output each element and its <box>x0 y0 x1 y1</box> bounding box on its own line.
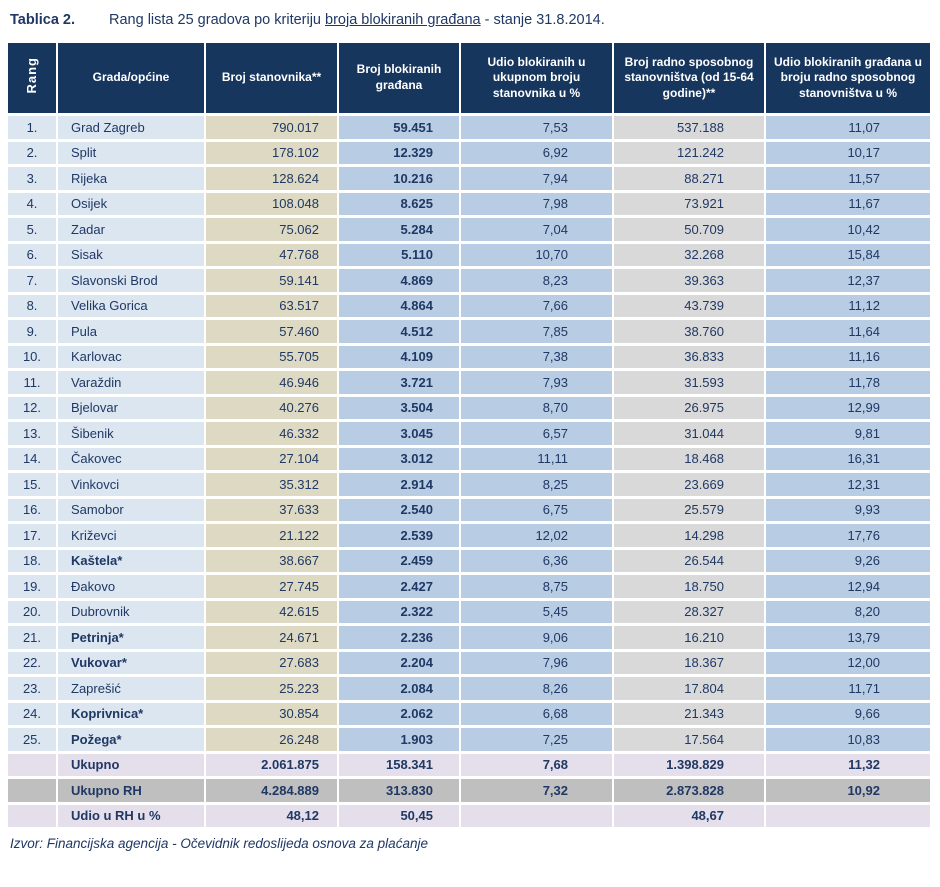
blocked-share-cell: 7,32 <box>461 779 612 802</box>
rank-cell: 19. <box>8 575 56 598</box>
blocked-share-cell: 7,53 <box>461 116 612 139</box>
population-cell: 47.768 <box>206 244 337 267</box>
population-cell: 46.332 <box>206 422 337 445</box>
rank-cell: 10. <box>8 346 56 369</box>
blocked-share-cell: 8,25 <box>461 473 612 496</box>
working-age-cell: 28.327 <box>614 601 764 624</box>
table-row <box>8 320 930 343</box>
working-age-share-cell: 9,26 <box>766 550 930 573</box>
blocked-cell: 2.236 <box>339 626 459 649</box>
table-row <box>8 269 930 292</box>
column-header-working-age: Broj radno sposobnog stanovništva (od 15-64 godine)** <box>614 43 764 113</box>
blocked-cell: 3.504 <box>339 397 459 420</box>
table-row <box>8 805 930 828</box>
city-cell: Ukupno <box>58 754 204 777</box>
rank-cell: 13. <box>8 422 56 445</box>
column-header-rang <box>8 43 56 113</box>
working-age-cell: 36.833 <box>614 346 764 369</box>
blocked-share-cell: 8,70 <box>461 397 612 420</box>
working-age-share-cell: 8,20 <box>766 601 930 624</box>
blocked-share-cell: 10,70 <box>461 244 612 267</box>
working-age-share-cell: 12,31 <box>766 473 930 496</box>
working-age-cell: 18.750 <box>614 575 764 598</box>
population-cell: 26.248 <box>206 728 337 751</box>
working-age-share-cell: 10,17 <box>766 142 930 165</box>
table-row <box>8 167 930 190</box>
city-cell: Sisak <box>58 244 204 267</box>
working-age-cell: 14.298 <box>614 524 764 547</box>
city-cell: Slavonski Brod <box>58 269 204 292</box>
population-cell: 37.633 <box>206 499 337 522</box>
table-title-underlined: broja blokiranih građana <box>325 12 481 28</box>
working-age-cell: 26.975 <box>614 397 764 420</box>
population-cell: 21.122 <box>206 524 337 547</box>
column-header-working-age-share: Udio blokiranih građana u broju radno sposobnog stanovništva u % <box>766 43 930 113</box>
rank-cell: 6. <box>8 244 56 267</box>
blocked-share-cell: 7,66 <box>461 295 612 318</box>
working-age-cell: 2.873.828 <box>614 779 764 802</box>
working-age-cell: 16.210 <box>614 626 764 649</box>
population-cell: 178.102 <box>206 142 337 165</box>
working-age-share-cell: 10,42 <box>766 218 930 241</box>
population-cell: 4.284.889 <box>206 779 337 802</box>
city-cell: Križevci <box>58 524 204 547</box>
rank-cell <box>8 754 56 777</box>
table-row <box>8 601 930 624</box>
city-cell: Požega* <box>58 728 204 751</box>
working-age-share-cell: 12,99 <box>766 397 930 420</box>
table-row <box>8 218 930 241</box>
blocked-cell: 59.451 <box>339 116 459 139</box>
population-cell: 57.460 <box>206 320 337 343</box>
table-row <box>8 244 930 267</box>
population-cell: 40.276 <box>206 397 337 420</box>
source-note: Izvor: Financijska agencija - Očevidnik redoslijeda osnova za plaćanje <box>10 836 428 851</box>
table-row <box>8 524 930 547</box>
city-cell: Kaštela* <box>58 550 204 573</box>
rank-cell: 22. <box>8 652 56 675</box>
blocked-share-cell: 7,38 <box>461 346 612 369</box>
population-cell: 55.705 <box>206 346 337 369</box>
blocked-share-cell: 8,75 <box>461 575 612 598</box>
blocked-cell: 2.459 <box>339 550 459 573</box>
rang-vertical-label: Rang <box>23 57 39 94</box>
city-cell: Grad Zagreb <box>58 116 204 139</box>
working-age-share-cell <box>766 805 930 828</box>
population-cell: 25.223 <box>206 677 337 700</box>
blocked-share-cell: 6,92 <box>461 142 612 165</box>
population-cell: 38.667 <box>206 550 337 573</box>
working-age-cell: 537.188 <box>614 116 764 139</box>
blocked-share-cell: 7,85 <box>461 320 612 343</box>
blocked-cell: 4.512 <box>339 320 459 343</box>
working-age-share-cell: 11,78 <box>766 371 930 394</box>
working-age-cell: 31.593 <box>614 371 764 394</box>
blocked-cell: 4.109 <box>339 346 459 369</box>
table-row <box>8 779 930 802</box>
blocked-cell: 50,45 <box>339 805 459 828</box>
table-body <box>8 116 930 827</box>
working-age-cell: 17.564 <box>614 728 764 751</box>
blocked-cell: 313.830 <box>339 779 459 802</box>
rank-cell <box>8 779 56 802</box>
table-row <box>8 652 930 675</box>
population-cell: 46.946 <box>206 371 337 394</box>
blocked-share-cell: 6,57 <box>461 422 612 445</box>
working-age-cell: 25.579 <box>614 499 764 522</box>
blocked-share-cell: 7,68 <box>461 754 612 777</box>
rank-cell: 25. <box>8 728 56 751</box>
working-age-share-cell: 11,07 <box>766 116 930 139</box>
rank-cell: 5. <box>8 218 56 241</box>
population-cell: 790.017 <box>206 116 337 139</box>
working-age-share-cell: 11,67 <box>766 193 930 216</box>
blocked-share-cell: 7,94 <box>461 167 612 190</box>
column-header-blocked-share: Udio blokiranih u ukupnom broju stanovnika u % <box>461 43 612 113</box>
rank-cell: 18. <box>8 550 56 573</box>
blocked-cell: 2.084 <box>339 677 459 700</box>
table-row <box>8 499 930 522</box>
population-cell: 48,12 <box>206 805 337 828</box>
city-cell: Varaždin <box>58 371 204 394</box>
rank-cell: 9. <box>8 320 56 343</box>
blocked-share-cell: 8,23 <box>461 269 612 292</box>
blocked-cell: 4.869 <box>339 269 459 292</box>
working-age-cell: 1.398.829 <box>614 754 764 777</box>
table-row <box>8 550 930 573</box>
rank-cell: 14. <box>8 448 56 471</box>
city-cell: Zadar <box>58 218 204 241</box>
population-cell: 63.517 <box>206 295 337 318</box>
city-cell: Samobor <box>58 499 204 522</box>
blocked-cell: 5.284 <box>339 218 459 241</box>
working-age-share-cell: 16,31 <box>766 448 930 471</box>
blocked-share-cell: 6,75 <box>461 499 612 522</box>
table-row <box>8 473 930 496</box>
blocked-share-cell: 6,68 <box>461 703 612 726</box>
table-title-text: Rang lista 25 gradova po kriteriju <box>109 12 326 28</box>
blocked-share-cell: 7,04 <box>461 218 612 241</box>
working-age-cell: 23.669 <box>614 473 764 496</box>
rank-cell: 7. <box>8 269 56 292</box>
working-age-share-cell: 11,32 <box>766 754 930 777</box>
city-cell: Rijeka <box>58 167 204 190</box>
rank-cell: 23. <box>8 677 56 700</box>
table-row <box>8 703 930 726</box>
rank-cell: 11. <box>8 371 56 394</box>
working-age-share-cell: 12,37 <box>766 269 930 292</box>
table-row <box>8 626 930 649</box>
working-age-share-cell: 11,16 <box>766 346 930 369</box>
working-age-cell: 32.268 <box>614 244 764 267</box>
blocked-cell: 5.110 <box>339 244 459 267</box>
working-age-cell: 50.709 <box>614 218 764 241</box>
rank-cell: 21. <box>8 626 56 649</box>
city-cell: Bjelovar <box>58 397 204 420</box>
rank-cell: 17. <box>8 524 56 547</box>
city-cell: Udio u RH u % <box>58 805 204 828</box>
blocked-cell: 2.427 <box>339 575 459 598</box>
rank-cell: 24. <box>8 703 56 726</box>
working-age-cell: 48,67 <box>614 805 764 828</box>
column-header-city: Grada/općine <box>58 43 204 113</box>
population-cell: 27.104 <box>206 448 337 471</box>
rank-cell: 16. <box>8 499 56 522</box>
working-age-share-cell: 9,81 <box>766 422 930 445</box>
working-age-cell: 31.044 <box>614 422 764 445</box>
column-header-blocked: Broj blokiranih građana <box>339 43 459 113</box>
population-cell: 35.312 <box>206 473 337 496</box>
blocked-cell: 3.012 <box>339 448 459 471</box>
table-row <box>8 754 930 777</box>
city-cell: Čakovec <box>58 448 204 471</box>
table-row <box>8 728 930 751</box>
table-row <box>8 116 930 139</box>
blocked-share-cell: 8,26 <box>461 677 612 700</box>
city-cell: Karlovac <box>58 346 204 369</box>
working-age-share-cell: 11,12 <box>766 295 930 318</box>
blocked-cell: 3.045 <box>339 422 459 445</box>
rank-cell <box>8 805 56 828</box>
table-row <box>8 422 930 445</box>
working-age-cell: 21.343 <box>614 703 764 726</box>
table-row <box>8 295 930 318</box>
working-age-cell: 43.739 <box>614 295 764 318</box>
blocked-cell: 8.625 <box>339 193 459 216</box>
population-cell: 75.062 <box>206 218 337 241</box>
working-age-share-cell: 17,76 <box>766 524 930 547</box>
working-age-cell: 121.242 <box>614 142 764 165</box>
table-row <box>8 397 930 420</box>
working-age-cell: 18.367 <box>614 652 764 675</box>
table-row <box>8 677 930 700</box>
blocked-cell: 3.721 <box>339 371 459 394</box>
blocked-cell: 12.329 <box>339 142 459 165</box>
blocked-share-cell <box>461 805 612 828</box>
city-cell: Zaprešić <box>58 677 204 700</box>
city-cell: Dubrovnik <box>58 601 204 624</box>
working-age-share-cell: 12,00 <box>766 652 930 675</box>
working-age-cell: 18.468 <box>614 448 764 471</box>
blocked-share-cell: 7,93 <box>461 371 612 394</box>
city-cell: Split <box>58 142 204 165</box>
working-age-share-cell: 15,84 <box>766 244 930 267</box>
blocked-cell: 2.062 <box>339 703 459 726</box>
working-age-cell: 26.544 <box>614 550 764 573</box>
blocked-cell: 10.216 <box>339 167 459 190</box>
blocked-share-cell: 6,36 <box>461 550 612 573</box>
table-row <box>8 575 930 598</box>
working-age-share-cell: 10,83 <box>766 728 930 751</box>
city-cell: Petrinja* <box>58 626 204 649</box>
population-cell: 108.048 <box>206 193 337 216</box>
population-cell: 27.683 <box>206 652 337 675</box>
population-cell: 42.615 <box>206 601 337 624</box>
population-cell: 128.624 <box>206 167 337 190</box>
rank-cell: 8. <box>8 295 56 318</box>
city-cell: Ukupno RH <box>58 779 204 802</box>
table-row <box>8 371 930 394</box>
rank-cell: 2. <box>8 142 56 165</box>
blocked-cell: 2.322 <box>339 601 459 624</box>
city-cell: Osijek <box>58 193 204 216</box>
blocked-share-cell: 12,02 <box>461 524 612 547</box>
city-cell: Šibenik <box>58 422 204 445</box>
population-cell: 30.854 <box>206 703 337 726</box>
working-age-share-cell: 11,64 <box>766 320 930 343</box>
blocked-cell: 2.539 <box>339 524 459 547</box>
column-header-population: Broj stanovnika** <box>206 43 337 113</box>
working-age-cell: 73.921 <box>614 193 764 216</box>
population-cell: 27.745 <box>206 575 337 598</box>
table-title-label: Tablica 2. <box>10 12 76 28</box>
blocked-cell: 2.204 <box>339 652 459 675</box>
table-header <box>8 43 930 113</box>
city-cell: Pula <box>58 320 204 343</box>
blocked-cell: 2.540 <box>339 499 459 522</box>
blocked-share-cell: 7,96 <box>461 652 612 675</box>
city-cell: Vukovar* <box>58 652 204 675</box>
table-row <box>8 448 930 471</box>
blocked-cell: 4.864 <box>339 295 459 318</box>
table-row <box>8 193 930 216</box>
city-cell: Velika Gorica <box>58 295 204 318</box>
population-cell: 2.061.875 <box>206 754 337 777</box>
working-age-share-cell: 11,57 <box>766 167 930 190</box>
blocked-share-cell: 9,06 <box>461 626 612 649</box>
working-age-cell: 39.363 <box>614 269 764 292</box>
working-age-cell: 88.271 <box>614 167 764 190</box>
working-age-cell: 38.760 <box>614 320 764 343</box>
blocked-share-cell: 7,98 <box>461 193 612 216</box>
rank-cell: 12. <box>8 397 56 420</box>
city-cell: Vinkovci <box>58 473 204 496</box>
rank-cell: 15. <box>8 473 56 496</box>
working-age-share-cell: 12,94 <box>766 575 930 598</box>
rank-cell: 3. <box>8 167 56 190</box>
blocked-cell: 2.914 <box>339 473 459 496</box>
working-age-cell: 17.804 <box>614 677 764 700</box>
rank-cell: 1. <box>8 116 56 139</box>
blocked-share-cell: 7,25 <box>461 728 612 751</box>
rank-cell: 4. <box>8 193 56 216</box>
blocked-cell: 1.903 <box>339 728 459 751</box>
working-age-share-cell: 11,71 <box>766 677 930 700</box>
table-row <box>8 142 930 165</box>
working-age-share-cell: 13,79 <box>766 626 930 649</box>
table-title <box>10 12 934 28</box>
city-cell: Đakovo <box>58 575 204 598</box>
working-age-share-cell: 10,92 <box>766 779 930 802</box>
table-title-suffix: - stanje 31.8.2014. <box>480 12 605 28</box>
working-age-share-cell: 9,66 <box>766 703 930 726</box>
blocked-cell: 158.341 <box>339 754 459 777</box>
city-cell: Koprivnica* <box>58 703 204 726</box>
blocked-share-cell: 11,11 <box>461 448 612 471</box>
ranking-table <box>6 40 932 830</box>
table-row <box>8 346 930 369</box>
working-age-share-cell: 9,93 <box>766 499 930 522</box>
population-cell: 24.671 <box>206 626 337 649</box>
rank-cell: 20. <box>8 601 56 624</box>
blocked-share-cell: 5,45 <box>461 601 612 624</box>
population-cell: 59.141 <box>206 269 337 292</box>
